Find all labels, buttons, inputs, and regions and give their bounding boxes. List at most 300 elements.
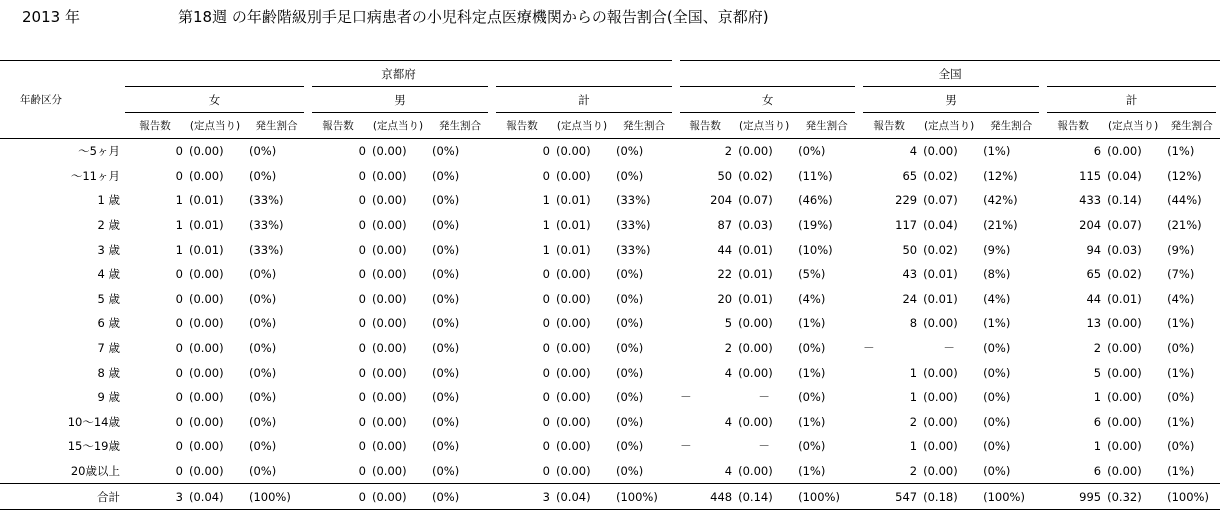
age-group-label: 1 歳: [97, 193, 120, 208]
per-site-value: (0.00): [372, 464, 407, 479]
occurrence-rate: (9%): [1167, 242, 1195, 257]
report-count: 1: [175, 218, 183, 233]
occurrence-rate: (33%): [616, 242, 651, 257]
occurrence-rate: (0%): [432, 168, 460, 183]
occurrence-rate: (0%): [1167, 390, 1195, 405]
report-count: 0: [175, 316, 183, 331]
per-site-value: (0.00): [556, 439, 591, 454]
per-site-value: (0.00): [923, 390, 958, 405]
report-count: 117: [895, 218, 918, 233]
per-site-value: (0.02): [923, 168, 958, 183]
per-site-value: (0.00): [556, 316, 591, 331]
occurrence-rate: (0%): [798, 144, 826, 159]
occurrence-rate: (4%): [1167, 291, 1195, 306]
report-count: 94: [1086, 242, 1102, 257]
occurrence-rate: (33%): [249, 242, 284, 257]
report-count: 4: [909, 144, 918, 159]
occurrence-rate: (1%): [1167, 365, 1195, 380]
region-header-kyoto: 京都府: [125, 61, 676, 87]
report-count: 0: [358, 242, 366, 257]
occurrence-rate: (0%): [249, 316, 277, 331]
age-group-label: ～5ヶ月: [78, 144, 120, 159]
report-count: 0: [175, 439, 183, 454]
occurrence-rate: (0%): [432, 144, 460, 159]
table-row: [0, 459, 1220, 484]
occurrence-rate: (1%): [1167, 414, 1195, 429]
report-count: 229: [895, 193, 918, 208]
occurrence-rate: (9%): [983, 242, 1011, 257]
report-count: 0: [358, 291, 366, 306]
report-count: 0: [358, 267, 366, 282]
subheader-count: 報告数: [308, 113, 368, 139]
age-group-label: 8 歳: [97, 365, 120, 380]
occurrence-rate: (10%): [798, 242, 833, 257]
table-row: [0, 262, 1220, 287]
per-site-value: (0.00): [1107, 390, 1142, 405]
report-count: 1: [175, 242, 183, 257]
occurrence-rate: (8%): [983, 267, 1011, 282]
per-site-value: (0.00): [923, 144, 958, 159]
per-site-value: (0.07): [1107, 218, 1142, 233]
table-row: [0, 287, 1220, 312]
per-site-value: (0.00): [556, 390, 591, 405]
report-count: 547: [859, 484, 919, 510]
report-count: 0: [175, 464, 183, 479]
per-site-value: (0.00): [372, 242, 407, 257]
per-site-value: (0.01): [556, 193, 591, 208]
occurrence-rate: (0%): [432, 464, 460, 479]
report-count: 0: [542, 144, 550, 159]
table-row: [0, 360, 1220, 385]
per-site-value: (0.00): [372, 439, 407, 454]
table-row: [0, 237, 1220, 262]
report-count: 4: [724, 365, 733, 380]
occurrence-rate: (0%): [616, 168, 644, 183]
occurrence-rate: (11%): [798, 168, 833, 183]
per-site-value: (0.02): [1107, 267, 1142, 282]
table-row: [0, 164, 1220, 189]
occurrence-rate: (0%): [249, 390, 277, 405]
report-count: 204: [710, 193, 733, 208]
report-count: 995: [1043, 484, 1103, 510]
occurrence-rate: (0%): [249, 365, 277, 380]
table-row: [0, 434, 1220, 459]
per-site-value: (0.00): [372, 414, 407, 429]
occurrence-rate: (0%): [616, 439, 644, 454]
table-row: [0, 311, 1220, 336]
report-count: 22: [717, 267, 733, 282]
report-count: 1: [175, 193, 183, 208]
report-count: 5: [1093, 365, 1102, 380]
per-site-value: (0.32): [1103, 484, 1163, 510]
report-count: 0: [358, 439, 366, 454]
report-count: 448: [676, 484, 734, 510]
per-site-value: (0.00): [556, 365, 591, 380]
title-bar: [0, 0, 1220, 30]
title-year: 2013 年: [22, 8, 80, 26]
report-count: 65: [902, 168, 918, 183]
sex-header: 男: [859, 87, 1043, 113]
occurrence-rate: (1%): [1167, 144, 1195, 159]
report-count: 0: [175, 390, 183, 405]
occurrence-rate: (0%): [616, 267, 644, 282]
occurrence-rate: (100%): [979, 484, 1043, 510]
per-site-value: (0.00): [189, 168, 224, 183]
occurrence-rate: (0%): [249, 144, 277, 159]
occurrence-rate: (0%): [798, 390, 826, 405]
age-group-label: 6 歳: [97, 316, 120, 331]
subheader-rate: 発生割合: [794, 113, 859, 139]
per-site-value: (0.01): [738, 267, 773, 282]
dash-mark: －: [943, 341, 955, 356]
total-row: [0, 484, 1220, 510]
report-count: 0: [542, 168, 550, 183]
report-count: 0: [358, 316, 366, 331]
per-site-value: (0.01): [738, 242, 773, 257]
report-count: 115: [1079, 168, 1102, 183]
report-count: 0: [542, 341, 550, 356]
occurrence-rate: (0%): [249, 439, 277, 454]
per-site-value: (0.01): [923, 291, 958, 306]
report-count: 0: [542, 390, 550, 405]
table-row: [0, 188, 1220, 213]
per-site-value: (0.00): [923, 414, 958, 429]
report-count: 44: [717, 242, 733, 257]
per-site-value: (0.01): [189, 193, 224, 208]
report-count: 0: [358, 365, 366, 380]
subheader-rate: 発生割合: [428, 113, 492, 139]
report-count: 8: [909, 316, 918, 331]
per-site-value: (0.00): [189, 291, 224, 306]
occurrence-rate: (7%): [1167, 267, 1195, 282]
occurrence-rate: (12%): [983, 168, 1018, 183]
report-count: 0: [358, 193, 366, 208]
report-count: 1: [1093, 439, 1102, 454]
report-count: 0: [542, 464, 550, 479]
occurrence-rate: (21%): [983, 218, 1018, 233]
report-count: 5: [724, 316, 733, 331]
occurrence-rate: (1%): [798, 365, 826, 380]
table-row: [0, 410, 1220, 435]
occurrence-rate: (4%): [798, 291, 826, 306]
per-site-value: (0.02): [738, 168, 773, 183]
report-count: 2: [1093, 341, 1102, 356]
per-site-value: (0.00): [372, 341, 407, 356]
per-site-value: (0.01): [556, 218, 591, 233]
occurrence-rate: (0%): [983, 390, 1011, 405]
per-site-value: (0.00): [738, 341, 773, 356]
report-count: 2: [724, 341, 733, 356]
report-count: 6: [1093, 414, 1102, 429]
occurrence-rate: (19%): [798, 218, 833, 233]
subheader-per-site: (定点当り): [368, 113, 428, 139]
subheader-per-site: (定点当り): [552, 113, 612, 139]
report-count: 0: [175, 168, 183, 183]
per-site-value: (0.04): [552, 484, 612, 510]
report-count: 0: [542, 291, 550, 306]
subheader-count: 報告数: [125, 113, 185, 139]
report-count: 24: [902, 291, 918, 306]
per-site-value: (0.14): [734, 484, 794, 510]
occurrence-rate: (4%): [983, 291, 1011, 306]
per-site-value: (0.00): [556, 414, 591, 429]
occurrence-rate: (44%): [1167, 193, 1202, 208]
per-site-value: (0.04): [1107, 168, 1142, 183]
report-table-container: [0, 60, 1220, 510]
report-count: 43: [902, 267, 918, 282]
title-main: 第18週 の年齢階級別手足口病患者の小児科定点医療機関からの報告割合(全国、京都府): [178, 8, 769, 26]
age-group-label: 5 歳: [97, 291, 120, 306]
per-site-value: (0.00): [738, 414, 773, 429]
occurrence-rate: (0%): [798, 341, 826, 356]
per-site-value: (0.00): [372, 316, 407, 331]
per-site-value: (0.00): [1107, 464, 1142, 479]
region-header-national: 全国: [676, 61, 1220, 87]
report-count: 1: [909, 390, 918, 405]
report-count: 433: [1079, 193, 1102, 208]
subheader-rate: 発生割合: [612, 113, 676, 139]
per-site-value: (0.00): [189, 414, 224, 429]
per-site-value: (0.00): [923, 365, 958, 380]
per-site-value: (0.01): [738, 291, 773, 306]
age-group-label: 10～14歳: [67, 414, 120, 429]
report-count: 6: [1093, 144, 1102, 159]
report-count: 13: [1086, 316, 1102, 331]
report-count: 65: [1086, 267, 1102, 282]
table-row: [0, 336, 1220, 361]
per-site-value: (0.00): [1107, 439, 1142, 454]
per-site-value: (0.14): [1107, 193, 1142, 208]
report-count: 0: [175, 414, 183, 429]
occurrence-rate: (46%): [798, 193, 833, 208]
report-count: 1: [909, 439, 918, 454]
subheader-per-site: (定点当り): [185, 113, 245, 139]
sex-header: 計: [492, 87, 676, 113]
report-count: 0: [308, 484, 368, 510]
report-count: 0: [358, 464, 366, 479]
subheader-count: 報告数: [859, 113, 919, 139]
occurrence-rate: (0%): [428, 484, 492, 510]
occurrence-rate: (21%): [1167, 218, 1202, 233]
occurrence-rate: (0%): [432, 365, 460, 380]
per-site-value: (0.00): [372, 365, 407, 380]
age-group-label: 9 歳: [97, 390, 120, 405]
report-count: 1: [1093, 390, 1102, 405]
table-row: [0, 385, 1220, 410]
occurrence-rate: (0%): [616, 365, 644, 380]
report-count: 87: [717, 218, 733, 233]
per-site-value: (0.00): [372, 144, 407, 159]
report-count: 3: [125, 484, 185, 510]
age-group-label: ～11ヶ月: [70, 168, 120, 183]
subheader-rate: 発生割合: [1163, 113, 1220, 139]
occurrence-rate: (0%): [432, 390, 460, 405]
report-count: 0: [542, 414, 550, 429]
occurrence-rate: (0%): [249, 341, 277, 356]
occurrence-rate: (0%): [983, 365, 1011, 380]
occurrence-rate: (33%): [249, 193, 284, 208]
occurrence-rate: (0%): [616, 316, 644, 331]
per-site-value: (0.01): [189, 242, 224, 257]
occurrence-rate: (1%): [1167, 464, 1195, 479]
occurrence-rate: (1%): [798, 316, 826, 331]
occurrence-rate: (0%): [1167, 439, 1195, 454]
occurrence-rate: (0%): [249, 464, 277, 479]
report-count: 2: [909, 414, 918, 429]
per-site-value: (0.00): [1107, 341, 1142, 356]
per-site-value: (0.00): [738, 464, 773, 479]
report-count: 0: [175, 365, 183, 380]
per-site-value: (0.00): [738, 316, 773, 331]
report-count: 204: [1079, 218, 1102, 233]
age-group-label: 7 歳: [97, 341, 120, 356]
per-site-value: (0.00): [556, 144, 591, 159]
per-site-value: (0.04): [923, 218, 958, 233]
per-site-value: (0.00): [189, 439, 224, 454]
per-site-value: (0.00): [1107, 365, 1142, 380]
occurrence-rate: (5%): [798, 267, 826, 282]
sex-header: 計: [1043, 87, 1220, 113]
occurrence-rate: (0%): [432, 316, 460, 331]
subheader-count: 報告数: [492, 113, 552, 139]
table-row: [0, 213, 1220, 238]
per-site-value: (0.01): [556, 242, 591, 257]
per-site-value: (0.04): [185, 484, 245, 510]
per-site-value: (0.00): [372, 218, 407, 233]
per-site-value: (0.00): [372, 193, 407, 208]
occurrence-rate: (100%): [1163, 484, 1220, 510]
per-site-value: (0.01): [1107, 291, 1142, 306]
report-count: 6: [1093, 464, 1102, 479]
report-count: 2: [724, 144, 733, 159]
per-site-value: (0.00): [189, 316, 224, 331]
per-site-value: (0.00): [189, 267, 224, 282]
per-site-value: (0.00): [738, 365, 773, 380]
occurrence-rate: (0%): [983, 341, 1011, 356]
header-sub-row: [0, 113, 1220, 139]
subheader-per-site: (定点当り): [919, 113, 979, 139]
per-site-value: (0.00): [368, 484, 428, 510]
report-count: 0: [358, 168, 366, 183]
report-count: 0: [175, 144, 183, 159]
per-site-value: (0.02): [923, 242, 958, 257]
per-site-value: (0.01): [189, 218, 224, 233]
report-count: 0: [542, 316, 550, 331]
subheader-count: 報告数: [676, 113, 734, 139]
subheader-count: 報告数: [1043, 113, 1103, 139]
occurrence-rate: (0%): [616, 144, 644, 159]
occurrence-rate: (0%): [432, 242, 460, 257]
occurrence-rate: (0%): [798, 439, 826, 454]
age-group-label: 合計: [0, 484, 125, 510]
age-group-label: 20歳以上: [70, 464, 120, 479]
header-region-row: [0, 61, 1220, 87]
occurrence-rate: (100%): [794, 484, 859, 510]
age-group-label: 2 歳: [97, 218, 120, 233]
per-site-value: (0.00): [189, 144, 224, 159]
table-row: [0, 139, 1220, 164]
occurrence-rate: (0%): [616, 291, 644, 306]
occurrence-rate: (1%): [983, 144, 1011, 159]
per-site-value: (0.00): [189, 341, 224, 356]
report-count: 0: [358, 341, 366, 356]
per-site-value: (0.00): [372, 168, 407, 183]
occurrence-rate: (0%): [249, 267, 277, 282]
per-site-value: (0.00): [189, 390, 224, 405]
report-count: 0: [542, 365, 550, 380]
subheader-per-site: (定点当り): [734, 113, 794, 139]
occurrence-rate: (0%): [616, 390, 644, 405]
dash-mark: －: [680, 390, 692, 405]
occurrence-rate: (0%): [1167, 341, 1195, 356]
dash-mark: －: [863, 341, 875, 356]
occurrence-rate: (0%): [432, 439, 460, 454]
report-count: 0: [358, 414, 366, 429]
per-site-value: (0.03): [1107, 242, 1142, 257]
per-site-value: (0.00): [556, 464, 591, 479]
per-site-value: (0.00): [556, 291, 591, 306]
report-count: 0: [175, 291, 183, 306]
report-count: 4: [724, 464, 733, 479]
occurrence-rate: (100%): [612, 484, 676, 510]
per-site-value: (0.00): [372, 390, 407, 405]
dash-mark: －: [758, 439, 770, 454]
occurrence-rate: (0%): [249, 414, 277, 429]
subheader-rate: 発生割合: [979, 113, 1043, 139]
occurrence-rate: (0%): [432, 218, 460, 233]
report-count: 50: [902, 242, 918, 257]
occurrence-rate: (1%): [1167, 316, 1195, 331]
per-site-value: (0.00): [189, 464, 224, 479]
per-site-value: (0.00): [372, 267, 407, 282]
report-count: 1: [542, 193, 550, 208]
dash-mark: －: [758, 390, 770, 405]
occurrence-rate: (0%): [432, 267, 460, 282]
subheader-rate: 発生割合: [245, 113, 308, 139]
report-count: 50: [717, 168, 733, 183]
report-count: 0: [542, 267, 550, 282]
per-site-value: (0.00): [556, 267, 591, 282]
per-site-value: (0.01): [923, 267, 958, 282]
occurrence-rate: (0%): [432, 341, 460, 356]
header-sex-row: [0, 87, 1220, 113]
occurrence-rate: (0%): [616, 414, 644, 429]
occurrence-rate: (0%): [249, 291, 277, 306]
report-count: 0: [542, 439, 550, 454]
occurrence-rate: (0%): [249, 168, 277, 183]
per-site-value: (0.00): [556, 341, 591, 356]
report-count: 0: [358, 218, 366, 233]
report-count: 44: [1086, 291, 1102, 306]
report-count: 0: [175, 267, 183, 282]
report-table: [0, 60, 1220, 510]
per-site-value: (0.00): [1107, 144, 1142, 159]
report-count: 4: [724, 414, 733, 429]
report-count: 1: [542, 218, 550, 233]
sex-header: 男: [308, 87, 492, 113]
occurrence-rate: (12%): [1167, 168, 1202, 183]
per-site-value: (0.00): [556, 168, 591, 183]
per-site-value: (0.00): [189, 365, 224, 380]
occurrence-rate: (0%): [616, 341, 644, 356]
occurrence-rate: (1%): [798, 414, 826, 429]
report-count: 0: [358, 144, 366, 159]
per-site-value: (0.00): [738, 144, 773, 159]
report-count: 3: [492, 484, 552, 510]
occurrence-rate: (0%): [432, 414, 460, 429]
occurrence-rate: (0%): [432, 291, 460, 306]
occurrence-rate: (1%): [798, 464, 826, 479]
